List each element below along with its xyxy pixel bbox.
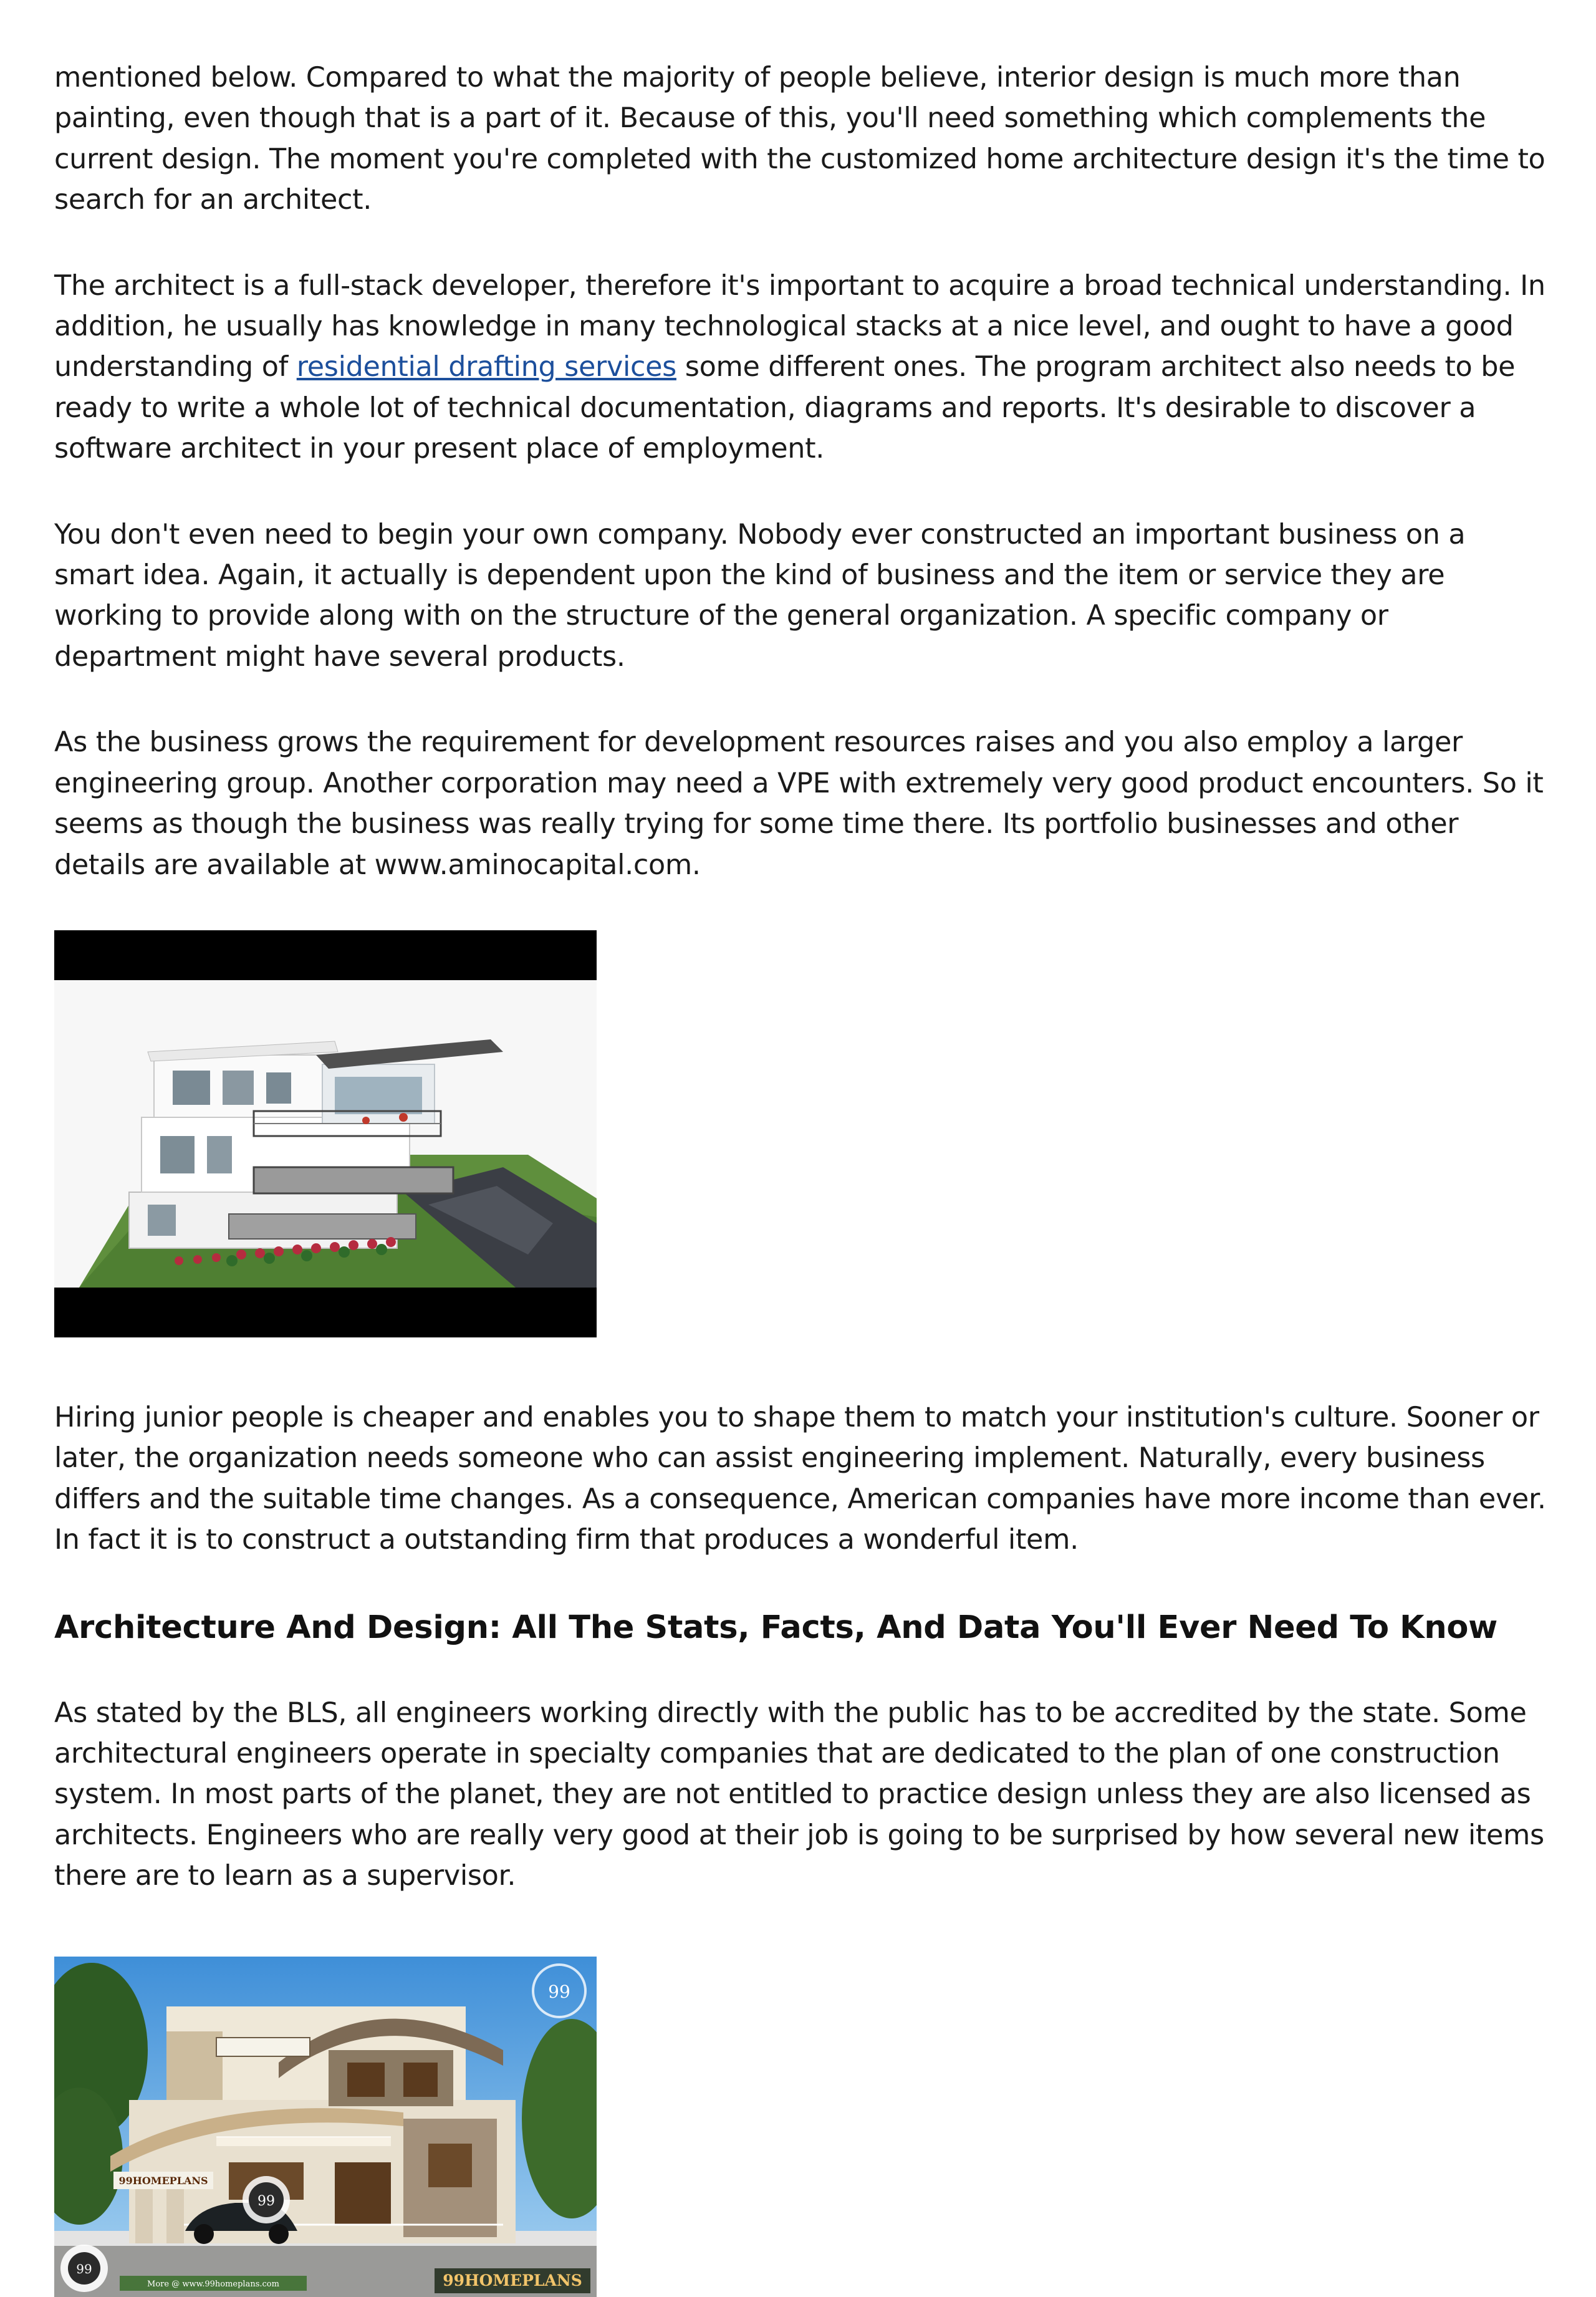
paragraph-1: mentioned below. Compared to what the majority of people believe, interior design is much more than painting, even though that is a part of it. Because of this, you'll need something which complements the current design. The moment you're completed with the customized home architecture design it's the time to search for an architect. bbox=[54, 62, 1546, 216]
paragraph-5: Hiring junior people is cheaper and enables you to shape them to match your institution's culture. Sooner or later, the organization needs someone who can assist engineering implement. Naturally, every business differs and the suitable time changes. As a consequence, American companies have more income than ever. In fact it is to construct a outstanding firm that produces a wonderful item. bbox=[54, 1401, 1546, 1556]
watermark-seal-top: 99 bbox=[548, 1981, 570, 2002]
section-heading: Architecture And Design: All The Stats, Facts, And Data You'll Ever Need To Know bbox=[54, 1609, 1497, 1646]
paragraph-3: You don't even need to begin your own company. Nobody ever constructed an important business on a smart idea. Again, it actually is dependent upon the kind of business and the item or service they are working to provide along with on the structure of the general organization. A specific company or department might have several products. bbox=[54, 518, 1466, 673]
house-rendering-illustration bbox=[54, 930, 597, 1337]
two-story-house-illustration bbox=[54, 1957, 597, 2297]
watermark-url: More @ www.99homeplans.com bbox=[147, 2279, 279, 2289]
two-story-house-image bbox=[54, 1957, 597, 2297]
paragraph-6: As stated by the BLS, all engineers working directly with the public has to be accredited by the state. Some architectural engineers operate in specialty companies that are dedicated to the plan of one construction system. In most parts of the planet, they are not entitled to practice design unless they are also licensed as architects. Engineers who are really very good at their job is going to be surprised by how several new items there are to learn as a supervisor. bbox=[54, 1697, 1544, 1892]
watermark-seal-center: 99 bbox=[257, 2193, 275, 2209]
watermark-brand-small: 99HOMEPLANS bbox=[118, 2174, 208, 2187]
image-bottom-bar bbox=[54, 1288, 597, 1337]
paragraph-2 bbox=[54, 266, 1550, 470]
house-rendering-image bbox=[54, 930, 597, 1337]
paragraph-2-text-b: some different ones. The program architect also needs to be ready to write a whole lot of technical documentation, diagrams and reports. It's desirable to discover a software architect in your present place of employment. bbox=[54, 351, 1516, 465]
paragraph-4: As the business grows the requirement for development resources raises and you also employ a larger engineering group. Another corporation may need a VPE with extremely very good product encounters. So it seems as though the business was really trying for some time there. Its portfolio businesses and other details are available at www.aminocapital.com. bbox=[54, 726, 1544, 881]
watermark-brand-large: 99HOMEPLANS bbox=[443, 2271, 582, 2290]
watermark-seal-bottom: 99 bbox=[76, 2261, 92, 2276]
paragraph-2-text-a: The architect is a full-stack developer, therefore it's important to acquire a broad technical understanding. In addition, he usually has knowledge in many technological stacks at a nice level, and ought to have a good understanding of bbox=[54, 269, 1546, 383]
residential-drafting-services-link[interactable]: residential drafting services bbox=[296, 351, 676, 383]
article-body bbox=[54, 57, 1550, 2297]
image-top-bar bbox=[54, 930, 597, 980]
